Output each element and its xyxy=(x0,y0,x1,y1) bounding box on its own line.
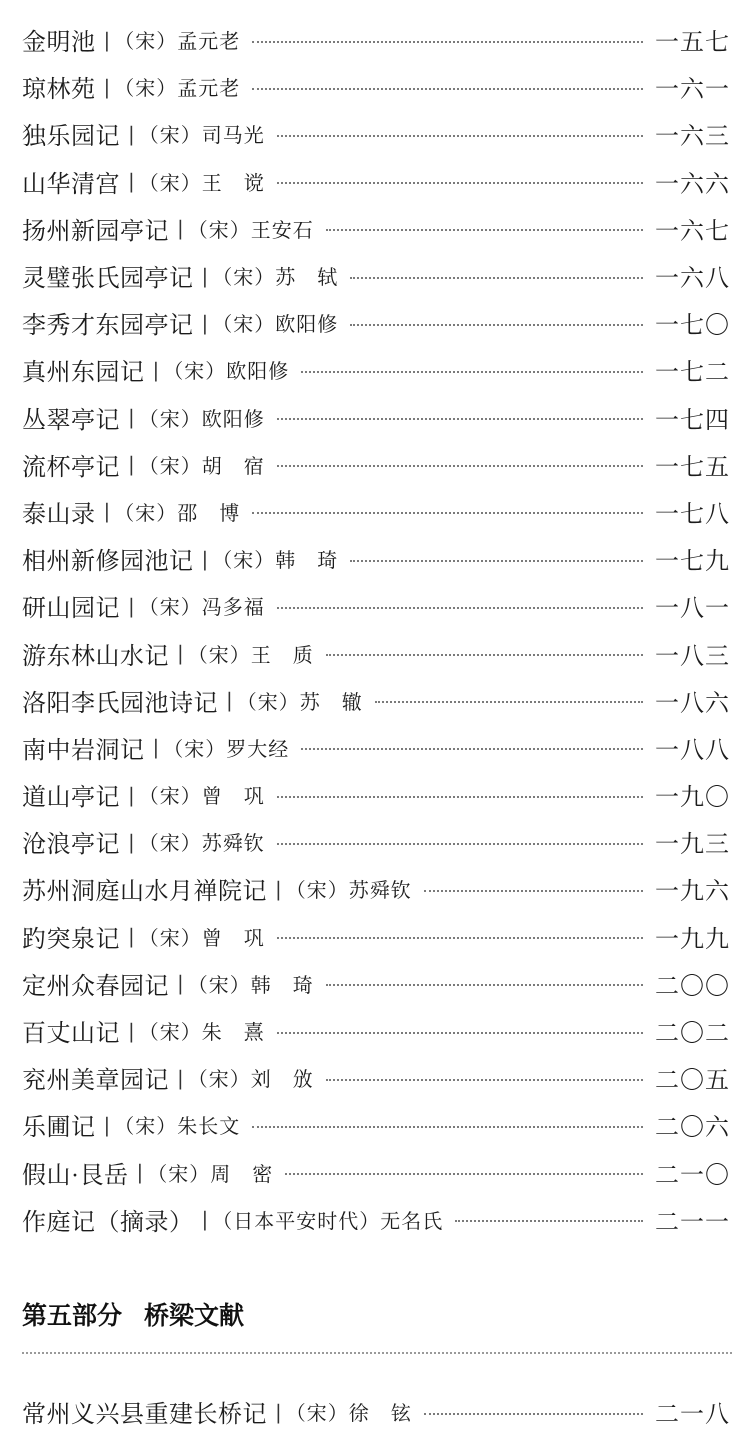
leader-dots xyxy=(252,88,643,90)
toc-entry[interactable] xyxy=(22,158,730,205)
entry-title: 作庭记（摘录） xyxy=(22,1209,194,1236)
entry-page-number: 二〇五 xyxy=(655,1068,730,1095)
entry-author: （宋）韩 琦 xyxy=(212,548,339,573)
entry-separator: | xyxy=(103,1112,111,1137)
entry-title: 南中岩洞记 xyxy=(22,737,145,764)
entry-author: （宋）冯多福 xyxy=(138,595,265,620)
toc-entry[interactable] xyxy=(22,1054,730,1101)
entry-author: （宋）欧阳修 xyxy=(212,312,339,337)
entry-title: 常州义兴县重建长桥记 xyxy=(22,1402,267,1429)
leader-dots xyxy=(326,984,643,986)
entry-title: 洛阳李氏园池诗记 xyxy=(22,690,218,717)
entry-page-number: 二一八 xyxy=(655,1402,730,1429)
leader-dots xyxy=(277,607,643,609)
entry-page-number: 一八三 xyxy=(655,643,730,670)
entry-title: 乐圃记 xyxy=(22,1115,96,1142)
toc-entry[interactable] xyxy=(22,865,730,912)
toc-entry[interactable] xyxy=(22,535,730,582)
leader-dots xyxy=(285,1173,643,1175)
entry-page-number: 一九〇 xyxy=(655,785,730,812)
toc-entry[interactable] xyxy=(22,252,730,299)
entry-author: （宋）王 谠 xyxy=(138,170,265,195)
toc-entry[interactable] xyxy=(22,771,730,818)
toc-entry[interactable] xyxy=(22,346,730,393)
entry-title: 百丈山记 xyxy=(22,1021,120,1048)
leader-dots xyxy=(375,701,643,703)
entry-title: 丛翠亭记 xyxy=(22,407,120,434)
entry-author: （宋）刘 攽 xyxy=(187,1067,314,1092)
leader-dots xyxy=(424,890,643,892)
entry-page-number: 一七四 xyxy=(655,407,730,434)
entry-page-number: 一七〇 xyxy=(655,313,730,340)
entry-page-number: 一七五 xyxy=(655,454,730,481)
entry-page-number: 一八一 xyxy=(655,596,730,623)
entry-page-number: 一六八 xyxy=(655,266,730,293)
toc-entry[interactable] xyxy=(22,724,730,771)
entry-title: 道山亭记 xyxy=(22,785,120,812)
entry-title: 沧浪亭记 xyxy=(22,832,120,859)
entry-author: （日本平安时代）无名氏 xyxy=(212,1208,444,1233)
entry-separator: | xyxy=(275,1399,282,1424)
leader-dots xyxy=(350,277,643,279)
entry-title: 苏州洞庭山水月禅院记 xyxy=(22,879,267,906)
entry-separator: | xyxy=(128,452,135,477)
entry-author: （宋）朱长文 xyxy=(114,1114,241,1139)
entry-title: 兖州美章园记 xyxy=(22,1068,169,1095)
entry-title: 定州众春园记 xyxy=(22,973,169,1000)
entry-separator: | xyxy=(128,121,135,146)
section-part-label: 第五部分 xyxy=(22,1301,123,1330)
toc-entry[interactable] xyxy=(22,1007,730,1054)
entry-author: （宋）欧阳修 xyxy=(163,359,290,384)
entry-title: 流杯亭记 xyxy=(22,454,120,481)
leader-dots xyxy=(326,654,643,656)
entry-title: 灵璧张氏园亭记 xyxy=(22,266,194,293)
entry-page-number: 一九六 xyxy=(655,879,730,906)
leader-dots xyxy=(252,41,643,43)
entry-separator: | xyxy=(128,1018,135,1043)
toc-entry[interactable] xyxy=(22,394,730,441)
entry-title: 趵突泉记 xyxy=(22,926,120,953)
entry-title: 真州东园记 xyxy=(22,360,145,387)
entry-page-number: 二一〇 xyxy=(655,1162,730,1189)
entry-author: （宋）胡 宿 xyxy=(138,453,265,478)
entry-separator: | xyxy=(152,735,160,760)
toc-entry[interactable] xyxy=(22,913,730,960)
entry-separator: | xyxy=(201,1207,209,1232)
entry-author: （宋）孟元老 xyxy=(114,29,241,54)
entry-separator: | xyxy=(152,357,160,382)
entry-page-number: 一九三 xyxy=(655,832,730,859)
entry-page-number: 二一一 xyxy=(655,1209,730,1236)
leader-dots xyxy=(277,796,643,798)
leader-dots xyxy=(326,229,643,231)
entry-page-number: 一八八 xyxy=(655,737,730,764)
toc-entry[interactable] xyxy=(22,960,730,1007)
leader-dots xyxy=(455,1220,643,1222)
entry-separator: | xyxy=(201,546,209,571)
toc-entry[interactable] xyxy=(22,1149,730,1196)
toc-entry[interactable] xyxy=(22,205,730,252)
entry-page-number: 一六六 xyxy=(655,171,730,198)
toc-entry[interactable] xyxy=(22,1101,730,1148)
entry-separator: | xyxy=(128,782,135,807)
toc-entry[interactable] xyxy=(22,16,730,63)
entry-separator: | xyxy=(226,688,233,713)
entry-page-number: 一六三 xyxy=(655,124,730,151)
toc-entry[interactable] xyxy=(22,299,730,346)
entry-separator: | xyxy=(103,74,111,99)
entry-author: （宋）朱 熹 xyxy=(138,1020,265,1045)
entry-title: 扬州新园亭记 xyxy=(22,218,169,245)
leader-dots xyxy=(277,418,643,420)
entry-separator: | xyxy=(177,641,184,666)
section-name-label: 桥梁文献 xyxy=(144,1301,245,1330)
leader-dots xyxy=(350,560,643,562)
entry-separator: | xyxy=(177,216,184,241)
leader-dots xyxy=(252,512,643,514)
toc-entry[interactable] xyxy=(22,677,730,724)
leader-dots xyxy=(277,843,643,845)
entry-author: （宋）司马光 xyxy=(138,123,265,148)
entry-author: （宋）王安石 xyxy=(187,217,314,242)
entry-separator: | xyxy=(128,829,135,854)
entry-page-number: 一八六 xyxy=(655,690,730,717)
entry-page-number: 一七九 xyxy=(655,549,730,576)
leader-dots xyxy=(252,1126,643,1128)
entry-page-number: 一六七 xyxy=(655,218,730,245)
toc-entry[interactable] xyxy=(22,63,730,110)
entry-separator: | xyxy=(103,27,111,52)
section-heading xyxy=(22,1296,244,1332)
entry-page-number: 二〇〇 xyxy=(655,973,730,1000)
leader-dots xyxy=(326,1079,643,1081)
entry-author: （宋）曾 巩 xyxy=(138,784,265,809)
toc-entry[interactable] xyxy=(22,1196,730,1243)
entry-title: 琼林苑 xyxy=(22,77,96,104)
entry-separator: | xyxy=(128,405,135,430)
entry-page-number: 一六一 xyxy=(655,77,730,104)
entry-title: 研山园记 xyxy=(22,596,120,623)
leader-dots xyxy=(277,465,643,467)
leader-dots xyxy=(277,182,643,184)
leader-dots xyxy=(301,371,643,373)
entry-title: 相州新修园池记 xyxy=(22,549,194,576)
entry-author: （宋）苏 辙 xyxy=(236,689,363,714)
section-divider xyxy=(22,1352,732,1354)
entry-separator: | xyxy=(136,1160,144,1185)
entry-separator: | xyxy=(201,263,209,288)
toc-entry[interactable] xyxy=(22,629,730,676)
entry-author: （宋）邵 博 xyxy=(114,500,241,525)
entry-author: （宋）苏舜钦 xyxy=(138,831,265,856)
entry-author: （宋）苏舜钦 xyxy=(285,878,412,903)
entry-author: （宋）欧阳修 xyxy=(138,406,265,431)
entry-separator: | xyxy=(128,924,135,949)
entry-separator: | xyxy=(177,971,184,996)
section-toc-list xyxy=(22,1388,730,1435)
entry-page-number: 二〇二 xyxy=(655,1021,730,1048)
entry-page-number: 一九九 xyxy=(655,926,730,953)
leader-dots xyxy=(350,324,643,326)
entry-separator: | xyxy=(103,499,111,524)
leader-dots xyxy=(277,937,643,939)
entry-title: 山华清宫 xyxy=(22,171,120,198)
entry-separator: | xyxy=(128,593,135,618)
entry-author: （宋）周 密 xyxy=(147,1161,274,1186)
toc-entry[interactable] xyxy=(22,488,730,535)
entry-page-number: 一七八 xyxy=(655,501,730,528)
entry-author: （宋）孟元老 xyxy=(114,76,241,101)
entry-author: （宋）徐 铉 xyxy=(285,1401,412,1426)
entry-title: 游东林山水记 xyxy=(22,643,169,670)
entry-page-number: 一五七 xyxy=(655,30,730,57)
toc-list xyxy=(22,16,730,1243)
entry-separator: | xyxy=(275,876,282,901)
toc-entry[interactable] xyxy=(22,441,730,488)
toc-entry[interactable] xyxy=(22,110,730,157)
entry-title: 假山·艮岳 xyxy=(22,1162,129,1189)
entry-separator: | xyxy=(128,169,135,194)
entry-author: （宋）韩 琦 xyxy=(187,972,314,997)
entry-author: （宋）苏 轼 xyxy=(212,265,339,290)
leader-dots xyxy=(424,1413,643,1415)
entry-author: （宋）王 质 xyxy=(187,642,314,667)
entry-page-number: 一七二 xyxy=(655,360,730,387)
entry-page-number: 二〇六 xyxy=(655,1115,730,1142)
entry-title: 李秀才东园亭记 xyxy=(22,313,194,340)
toc-entry[interactable] xyxy=(22,818,730,865)
entry-title: 独乐园记 xyxy=(22,124,120,151)
leader-dots xyxy=(277,135,643,137)
toc-entry[interactable] xyxy=(22,1388,730,1435)
entry-title: 金明池 xyxy=(22,30,96,57)
toc-entry[interactable] xyxy=(22,582,730,629)
entry-title: 泰山录 xyxy=(22,501,96,528)
entry-author: （宋）曾 巩 xyxy=(138,925,265,950)
entry-separator: | xyxy=(201,310,209,335)
leader-dots xyxy=(301,748,643,750)
entry-author: （宋）罗大经 xyxy=(163,736,290,761)
entry-separator: | xyxy=(177,1065,184,1090)
leader-dots xyxy=(277,1032,643,1034)
